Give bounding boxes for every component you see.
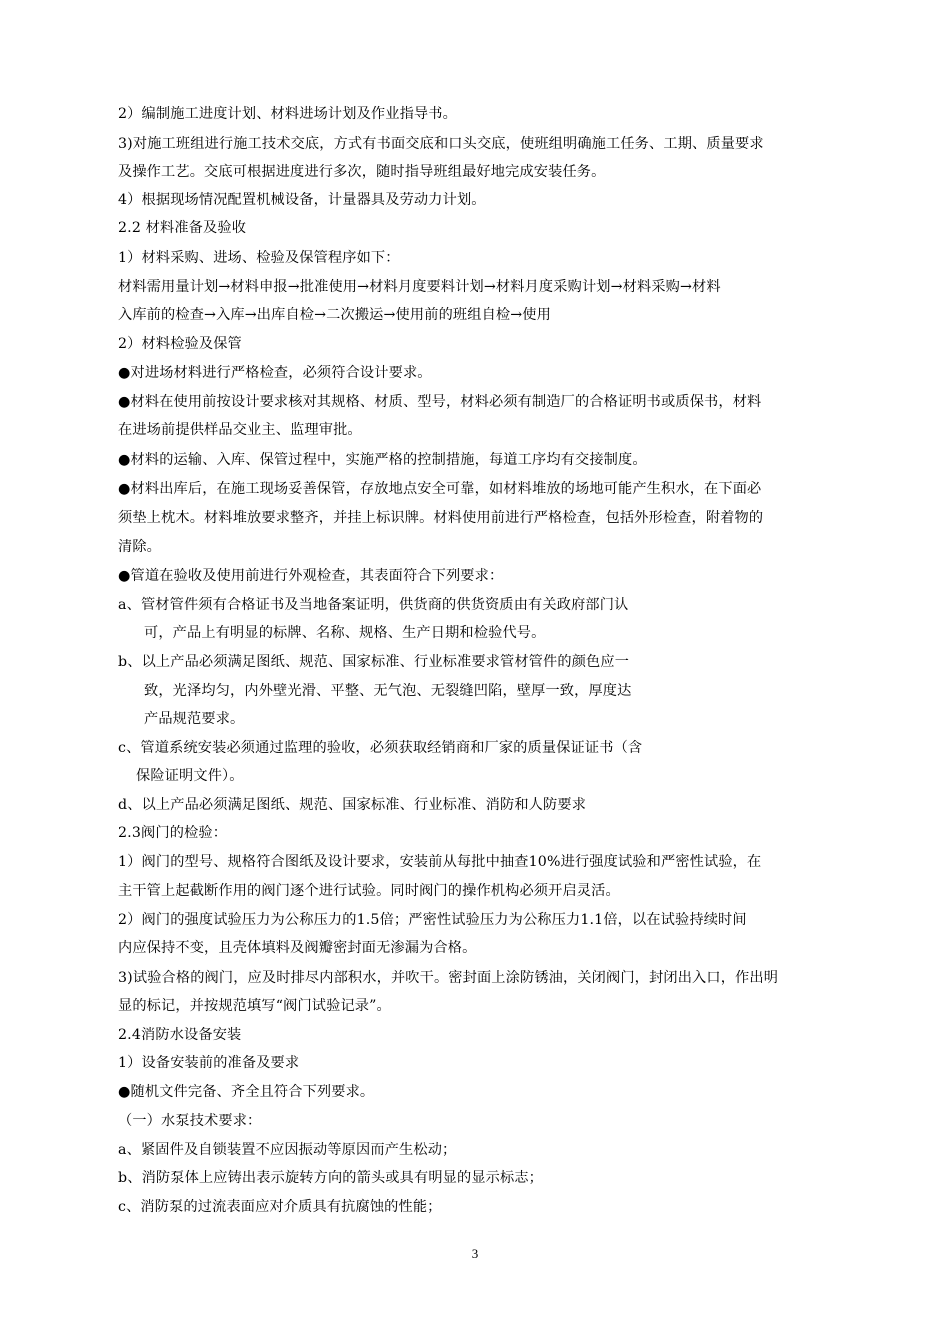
text-line: 3)试验合格的阀门，应及时排尽内部积水，并吹干。密封面上涂防锈油，关闭阀门，封闭出入口，作出明 — [118, 970, 779, 986]
text-line: 2）阀门的强度试验压力为公称压力的1.5倍；严密性试验压力为公称压力1.1倍，以在试验持续时间 — [118, 912, 747, 928]
page-number: 3 — [471, 1246, 479, 1261]
bullet-item: ●随机文件完备、齐全且符合下列要求。 — [118, 1084, 375, 1100]
subsection-heading: （一）水泵技术要求： — [118, 1113, 262, 1129]
text-line: 须垫上枕木。材料堆放要求整齐，并挂上标识牌。材料使用前进行严格检查，包括外形检查，附着物的 — [118, 510, 764, 526]
list-item: b、以上产品必须满足图纸、规范、国家标准、行业标准要求管材管件的颜色应一 — [118, 654, 630, 670]
text-line: 材料需用量计划→材料申报→批准使用→材料月度要料计划→材料月度采购计划→材料采购→材料 — [118, 279, 721, 295]
text-line: 2）编制施工进度计划、材料进场计划及作业指导书。 — [118, 106, 457, 122]
list-item: c、消防泵的过流表面应对介质具有抗腐蚀的性能； — [118, 1199, 442, 1215]
text-line: 在进场前提供样品交业主、监理审批。 — [118, 422, 362, 438]
section-heading: 2.3阀门的检验： — [118, 825, 228, 841]
bullet-item: ●材料的运输、入库、保管过程中，实施严格的控制措施，每道工序均有交接制度。 — [118, 452, 647, 468]
text-line: 4）根据现场情况配置机械设备，计量器具及劳动力计划。 — [118, 192, 486, 208]
text-line: 产品规范要求。 — [144, 711, 245, 727]
bullet-item: ●材料出库后，在施工现场妥善保管，存放地点安全可靠，如材料堆放的场地可能产生积水，在下面必 — [118, 481, 762, 497]
bullet-item: ●管道在验收及使用前进行外观检查，其表面符合下列要求： — [118, 568, 504, 584]
list-item: d、以上产品必须满足图纸、规范、国家标准、行业标准、消防和人防要求 — [118, 797, 587, 813]
list-item: a、管材管件须有合格证书及当地备案证明，供货商的供货资质由有关政府部门认 — [118, 597, 629, 613]
text-line: 1）设备安装前的准备及要求 — [118, 1055, 300, 1071]
bullet-item: ●对进场材料进行严格检查，必须符合设计要求。 — [118, 365, 432, 381]
text-line: 保险证明文件）。 — [136, 768, 244, 784]
bullet-item: ●材料在使用前按设计要求核对其规格、材质、型号，材料必须有制造厂的合格证明书或质保书，材料 — [118, 394, 762, 410]
text-line: 内应保持不变，且壳体填料及阀瓣密封面无渗漏为合格。 — [118, 940, 477, 956]
section-heading: 2.4消防水设备安装 — [118, 1027, 242, 1043]
text-line: 清除。 — [118, 539, 162, 555]
text-line: 主干管上起截断作用的阀门逐个进行试验。同时阀门的操作机构必须开启灵活。 — [118, 883, 620, 899]
text-line: 1）阀门的型号、规格符合图纸及设计要求，安装前从每批中抽查10%进行强度试验和严密性试验，在 — [118, 854, 762, 870]
text-line: 及操作工艺。交底可根据进度进行多次，随时指导班组最好地完成安装任务。 — [118, 164, 606, 180]
text-line: 显的标记，并按规范填写“阀门试验记录”。 — [118, 998, 391, 1014]
section-heading: 2.2 材料准备及验收 — [118, 220, 247, 236]
list-item: c、管道系统安装必须通过监理的验收，必须获取经销商和厂家的质量保证证书（含 — [118, 740, 643, 756]
text-line: 可，产品上有明显的标牌、名称、规格、生产日期和检验代号。 — [144, 625, 546, 641]
text-line: 2）材料检验及保管 — [118, 336, 242, 352]
list-item: a、紧固件及自锁装置不应因振动等原因而产生松动； — [118, 1142, 457, 1158]
text-line: 入库前的检查→入库→出库自检→二次搬运→使用前的班组自检→使用 — [118, 307, 551, 323]
text-line: 致，光泽均匀，内外壁光滑、平整、无气泡、无裂缝凹陷，壁厚一致，厚度达 — [144, 683, 632, 699]
text-line: 1）材料采购、进场、检验及保管程序如下： — [118, 250, 400, 266]
text-line: 3)对施工班组进行施工技术交底，方式有书面交底和口头交底，使班组明确施工任务、工期、质量要求 — [118, 136, 764, 152]
list-item: b、消防泵体上应铸出表示旋转方向的箭头或具有明显的显示标志； — [118, 1170, 544, 1186]
